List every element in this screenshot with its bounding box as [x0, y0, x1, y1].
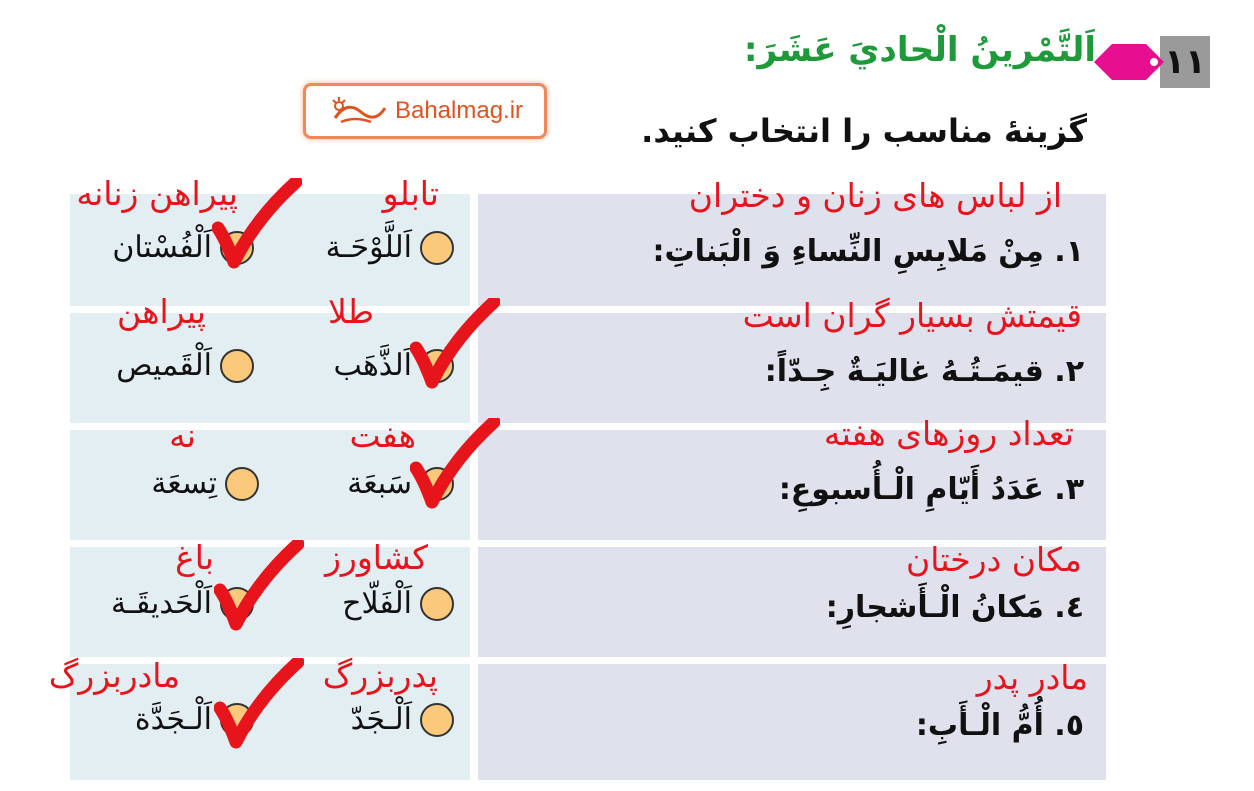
option-radio[interactable] — [220, 349, 254, 383]
watermark — [303, 83, 547, 139]
option[interactable] — [116, 348, 254, 383]
question-text: ۲. قيمَـتُـهُ غاليَـةٌ جِـدّاً: — [764, 354, 1084, 389]
option[interactable] — [342, 586, 454, 621]
option-text: اَلْفُسْتان — [112, 230, 212, 265]
checkmark-icon — [214, 540, 304, 640]
question-text: ٤. مَكانُ الْـأَشجارِ: — [825, 590, 1084, 625]
option-text: اَلْحَديقَـة — [111, 586, 212, 621]
option-text: اَلْـجَدّ — [350, 702, 412, 737]
option-note: مادربزرگ — [48, 656, 180, 695]
checkmark-icon — [212, 178, 302, 278]
option-note: نه — [169, 416, 196, 455]
question-note: مکان درختان — [906, 540, 1082, 579]
option[interactable] — [351, 702, 454, 737]
option[interactable] — [151, 466, 259, 501]
option-radio[interactable] — [420, 703, 454, 737]
option-note: باغ — [175, 538, 214, 577]
option-note: پدربزرگ — [322, 656, 438, 695]
option-note: تابلو — [382, 174, 439, 213]
option-text: تِسعَة — [151, 466, 217, 501]
question-note: مادر پدر — [976, 658, 1088, 697]
exercise-number: ۱۱ — [1160, 36, 1210, 88]
checkmark-icon — [214, 658, 304, 758]
option-radio[interactable] — [225, 467, 259, 501]
checkmark-icon — [410, 298, 500, 398]
question-note: تعداد روزهای هفته — [823, 414, 1074, 453]
checkmark-icon — [410, 418, 500, 518]
question-text: ۱. مِنْ مَلابِسِ النِّساءِ وَ الْبَناتِ: — [652, 234, 1084, 269]
option-note: پیراهن — [116, 292, 206, 331]
question-text: ۳. عَدَدُ أَيّامِ الْـأُسبوعِ: — [778, 472, 1084, 507]
flower-badge-icon — [1094, 42, 1164, 82]
option-radio[interactable] — [420, 231, 454, 265]
bahal-logo-icon — [327, 94, 389, 128]
option[interactable] — [326, 230, 454, 265]
option-text: سَبعَة — [347, 466, 412, 501]
option-note: هفت — [349, 416, 416, 455]
option-note: کشاورز — [324, 538, 428, 577]
question-note: قیمتش بسیار گران است — [742, 296, 1082, 335]
watermark-text: Bahalmag.ir — [394, 97, 524, 124]
instruction: گزينۀ مناسب را انتخاب كنيد. — [641, 112, 1087, 150]
option-text: اَلذَّهَب — [333, 348, 412, 383]
option-text: اَلْفَلّاح — [342, 586, 412, 621]
question-text: ٥. أُمُّ الْـأَبِ: — [915, 708, 1084, 743]
option-note: طلا — [328, 292, 374, 331]
question-note: از لباس های زنان و دختران — [688, 176, 1062, 215]
option-radio[interactable] — [420, 587, 454, 621]
option-text: اَلْـجَدَّة — [134, 702, 212, 737]
option-text: اَلْقَميص — [116, 348, 212, 383]
option-text: اَللَّوْحَـة — [325, 230, 412, 265]
exercise-title: اَلتَّمْرينُ الْحاديَ عَشَرَ: — [743, 30, 1096, 70]
option-note: پیراهن زنانه — [76, 174, 238, 213]
